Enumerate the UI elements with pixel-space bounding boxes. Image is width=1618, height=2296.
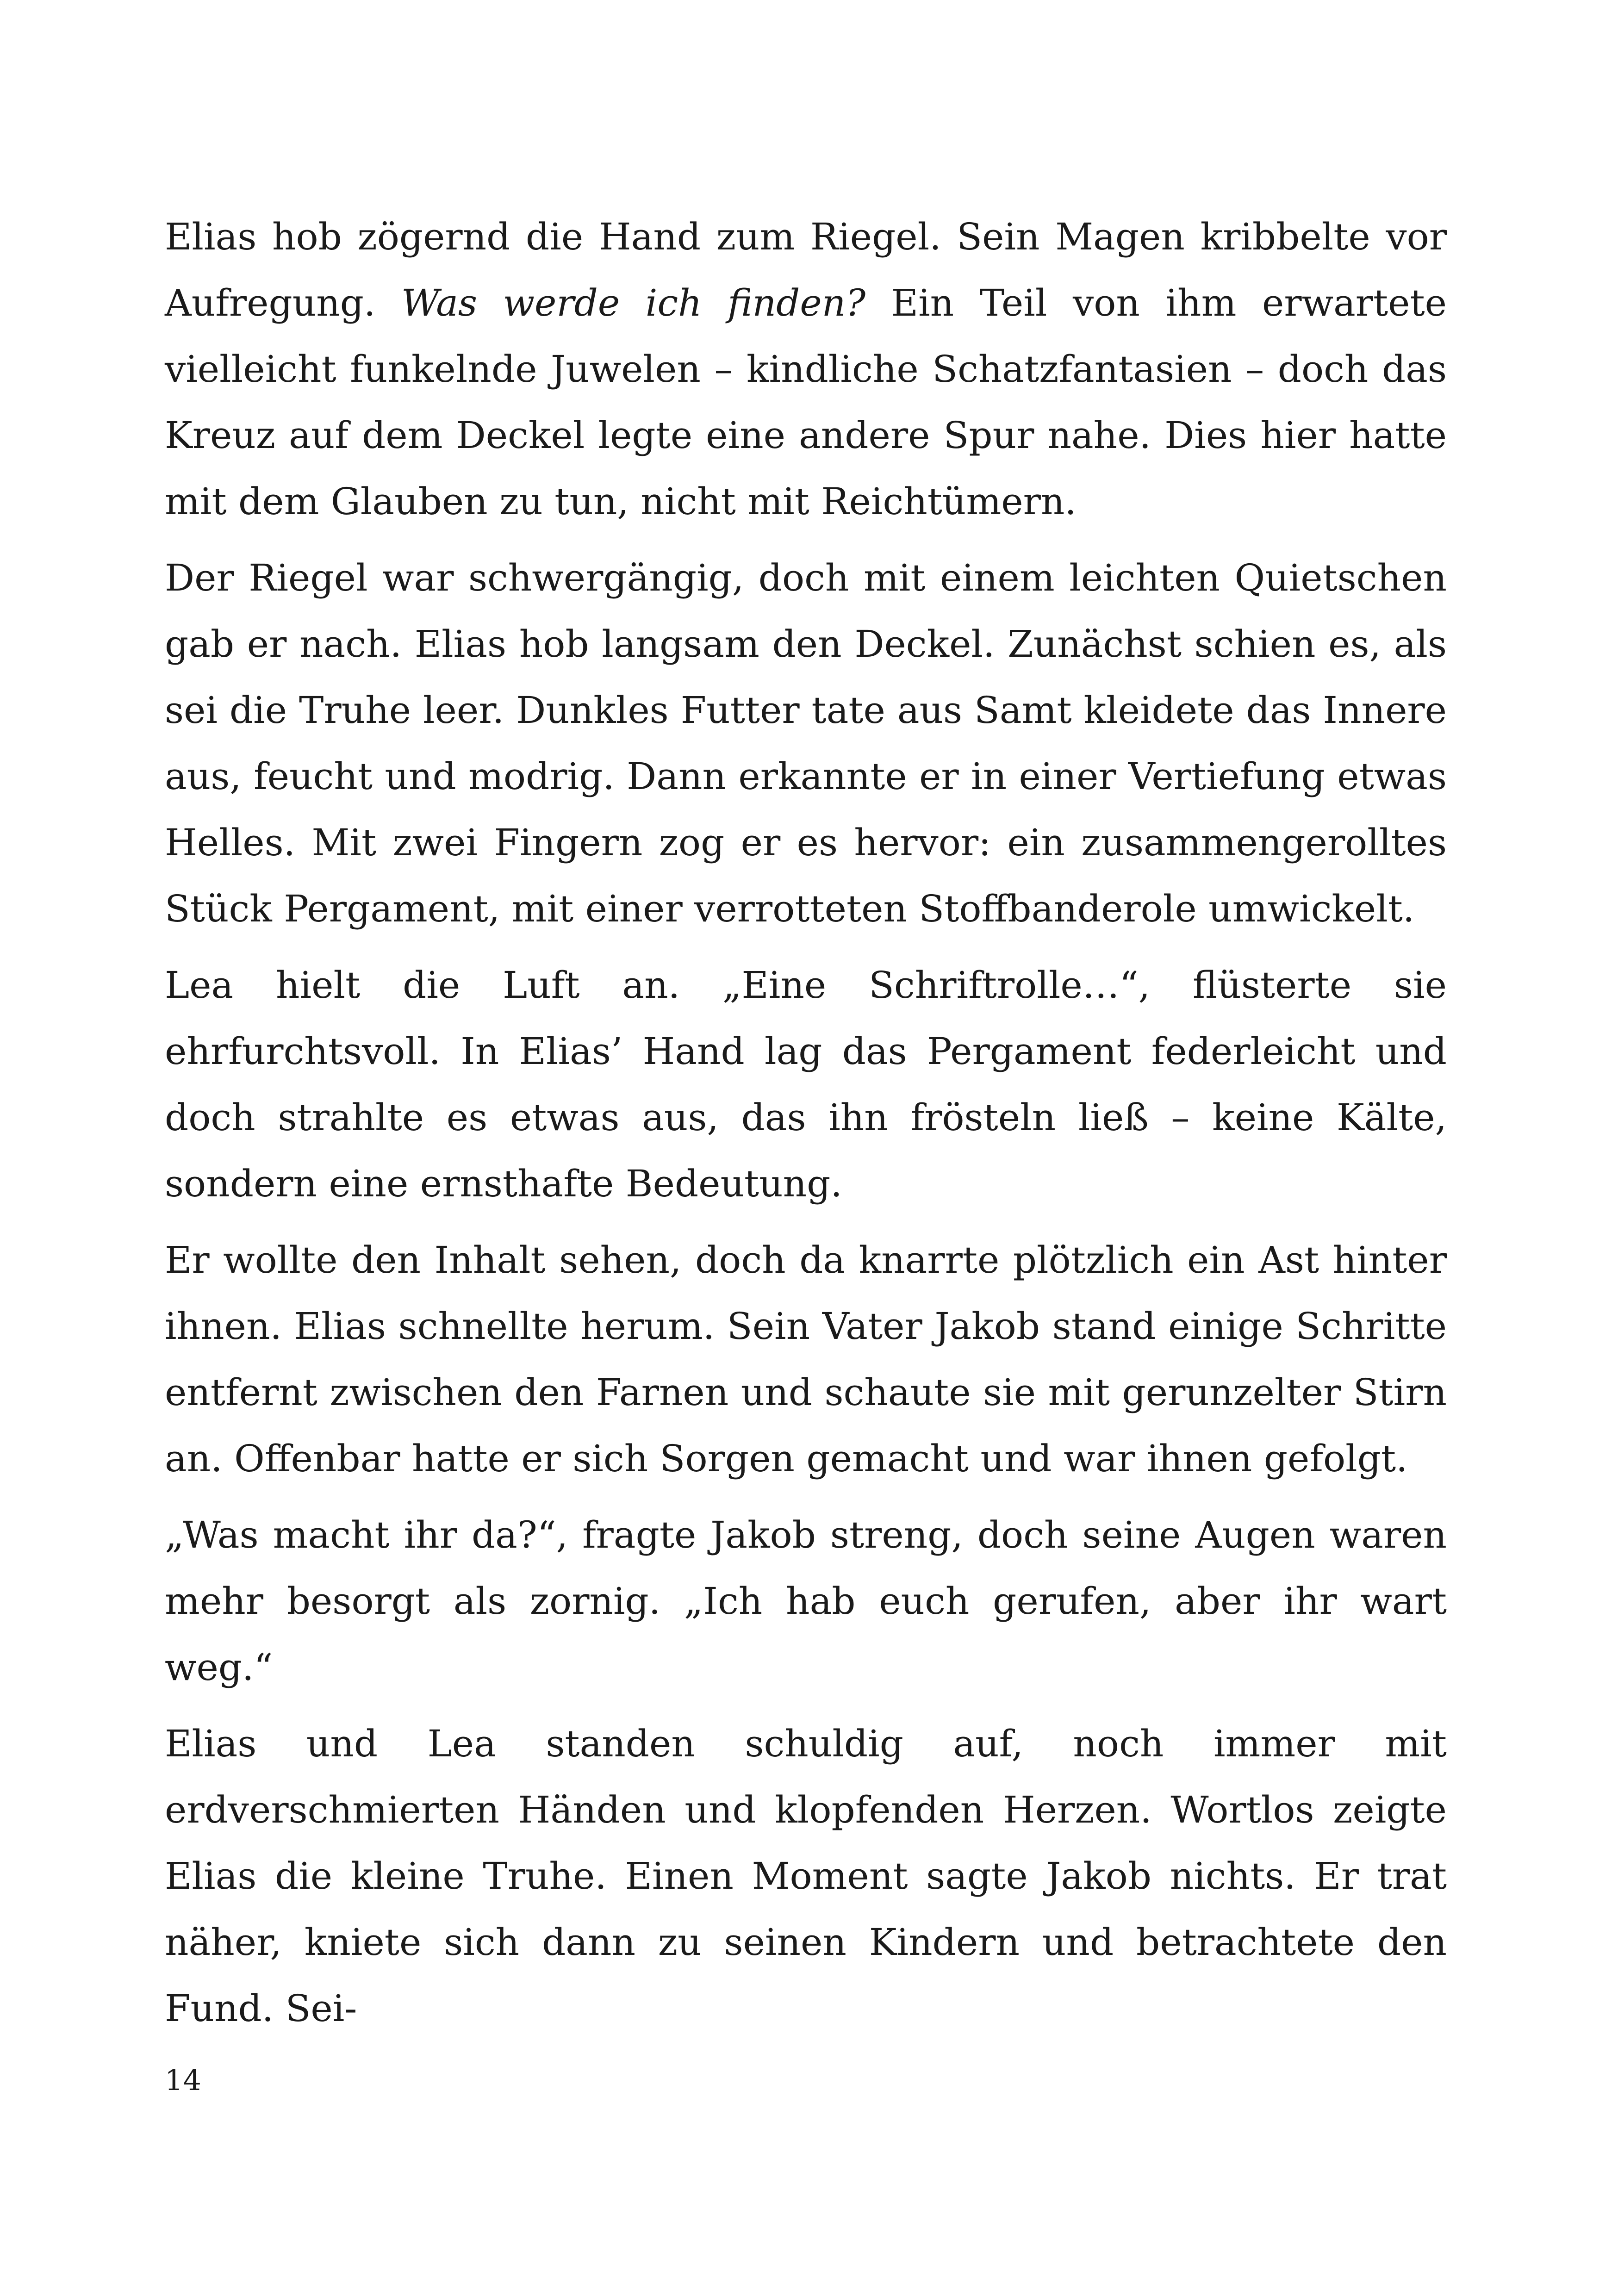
paragraph-2: Der Riegel war schwergängig, doch mit einem leichten Quietschen gab er nach. Elias hob langsam den Deckel. Zunächst schien es, als sei die Truhe leer. Dunkles Futter tate aus Samt kleidete das Innere aus, feucht und modrig. Dann erkannte er in einer Vertiefung etwas Helles. Mit zwei Fingern zog er es hervor: ein zusammengerolltes Stück Pergament, mit einer verrotteten Stoffbanderole umwickelt. (165, 556, 1447, 930)
paragraph-4: Er wollte den Inhalt sehen, doch da knarrte plötzlich ein Ast hinter ihnen. Elias schnellte herum. Sein Vater Jakob stand einige Schritte entfernt zwischen den Farnen und schaute sie mit gerunzelter Stirn an. Offenbar hatte er sich Sorgen gemacht und war ihnen gefolgt. (165, 1238, 1447, 1480)
page-number: 14 (165, 2063, 201, 2097)
paragraph-1-text-end: Ein Teil von ihm erwartete vielleicht funkelnde Juwelen – kindliche Schatzfantasien – doch das Kreuz auf dem Deckel legte eine andere Spur nahe. Dies hier hatte mit dem Glauben zu tun, nicht mit Reichtümern. (165, 281, 1447, 523)
paragraph-6: Elias und Lea standen schuldig auf, noch immer mit erdverschmierten Händen und klopfenden Herzen. Wortlos zeigte Elias die kleine Truhe. Einen Moment sagte Jakob nichts. Er trat näher, kniete sich dann zu seinen Kindern und betrachtete den Fund. Sei- (165, 1722, 1447, 2030)
paragraph-3: Lea hielt die Luft an. „Eine Schriftrolle…“, flüsterte sie ehrfurchtsvoll. In Elias’ Hand lag das Pergament federleicht und doch strahlte es etwas aus, das ihn frösteln ließ – keine Kälte, sondern eine ernsthafte Bedeutung. (165, 964, 1447, 1205)
paragraph-1 (165, 204, 1447, 535)
paragraph-5: „Was macht ihr da?“, fragte Jakob streng, doch seine Augen waren mehr besorgt als zornig. „Ich hab euch gerufen, aber ihr wart weg.“ (165, 1513, 1447, 1689)
italic-thought: Was werde ich finden? (401, 281, 866, 324)
paragraph-1-text-start: Elias hob zögernd die Hand zum Riegel. Sein Magen kribbelte vor Aufregung. (165, 215, 1447, 324)
body-text (165, 204, 1447, 2052)
